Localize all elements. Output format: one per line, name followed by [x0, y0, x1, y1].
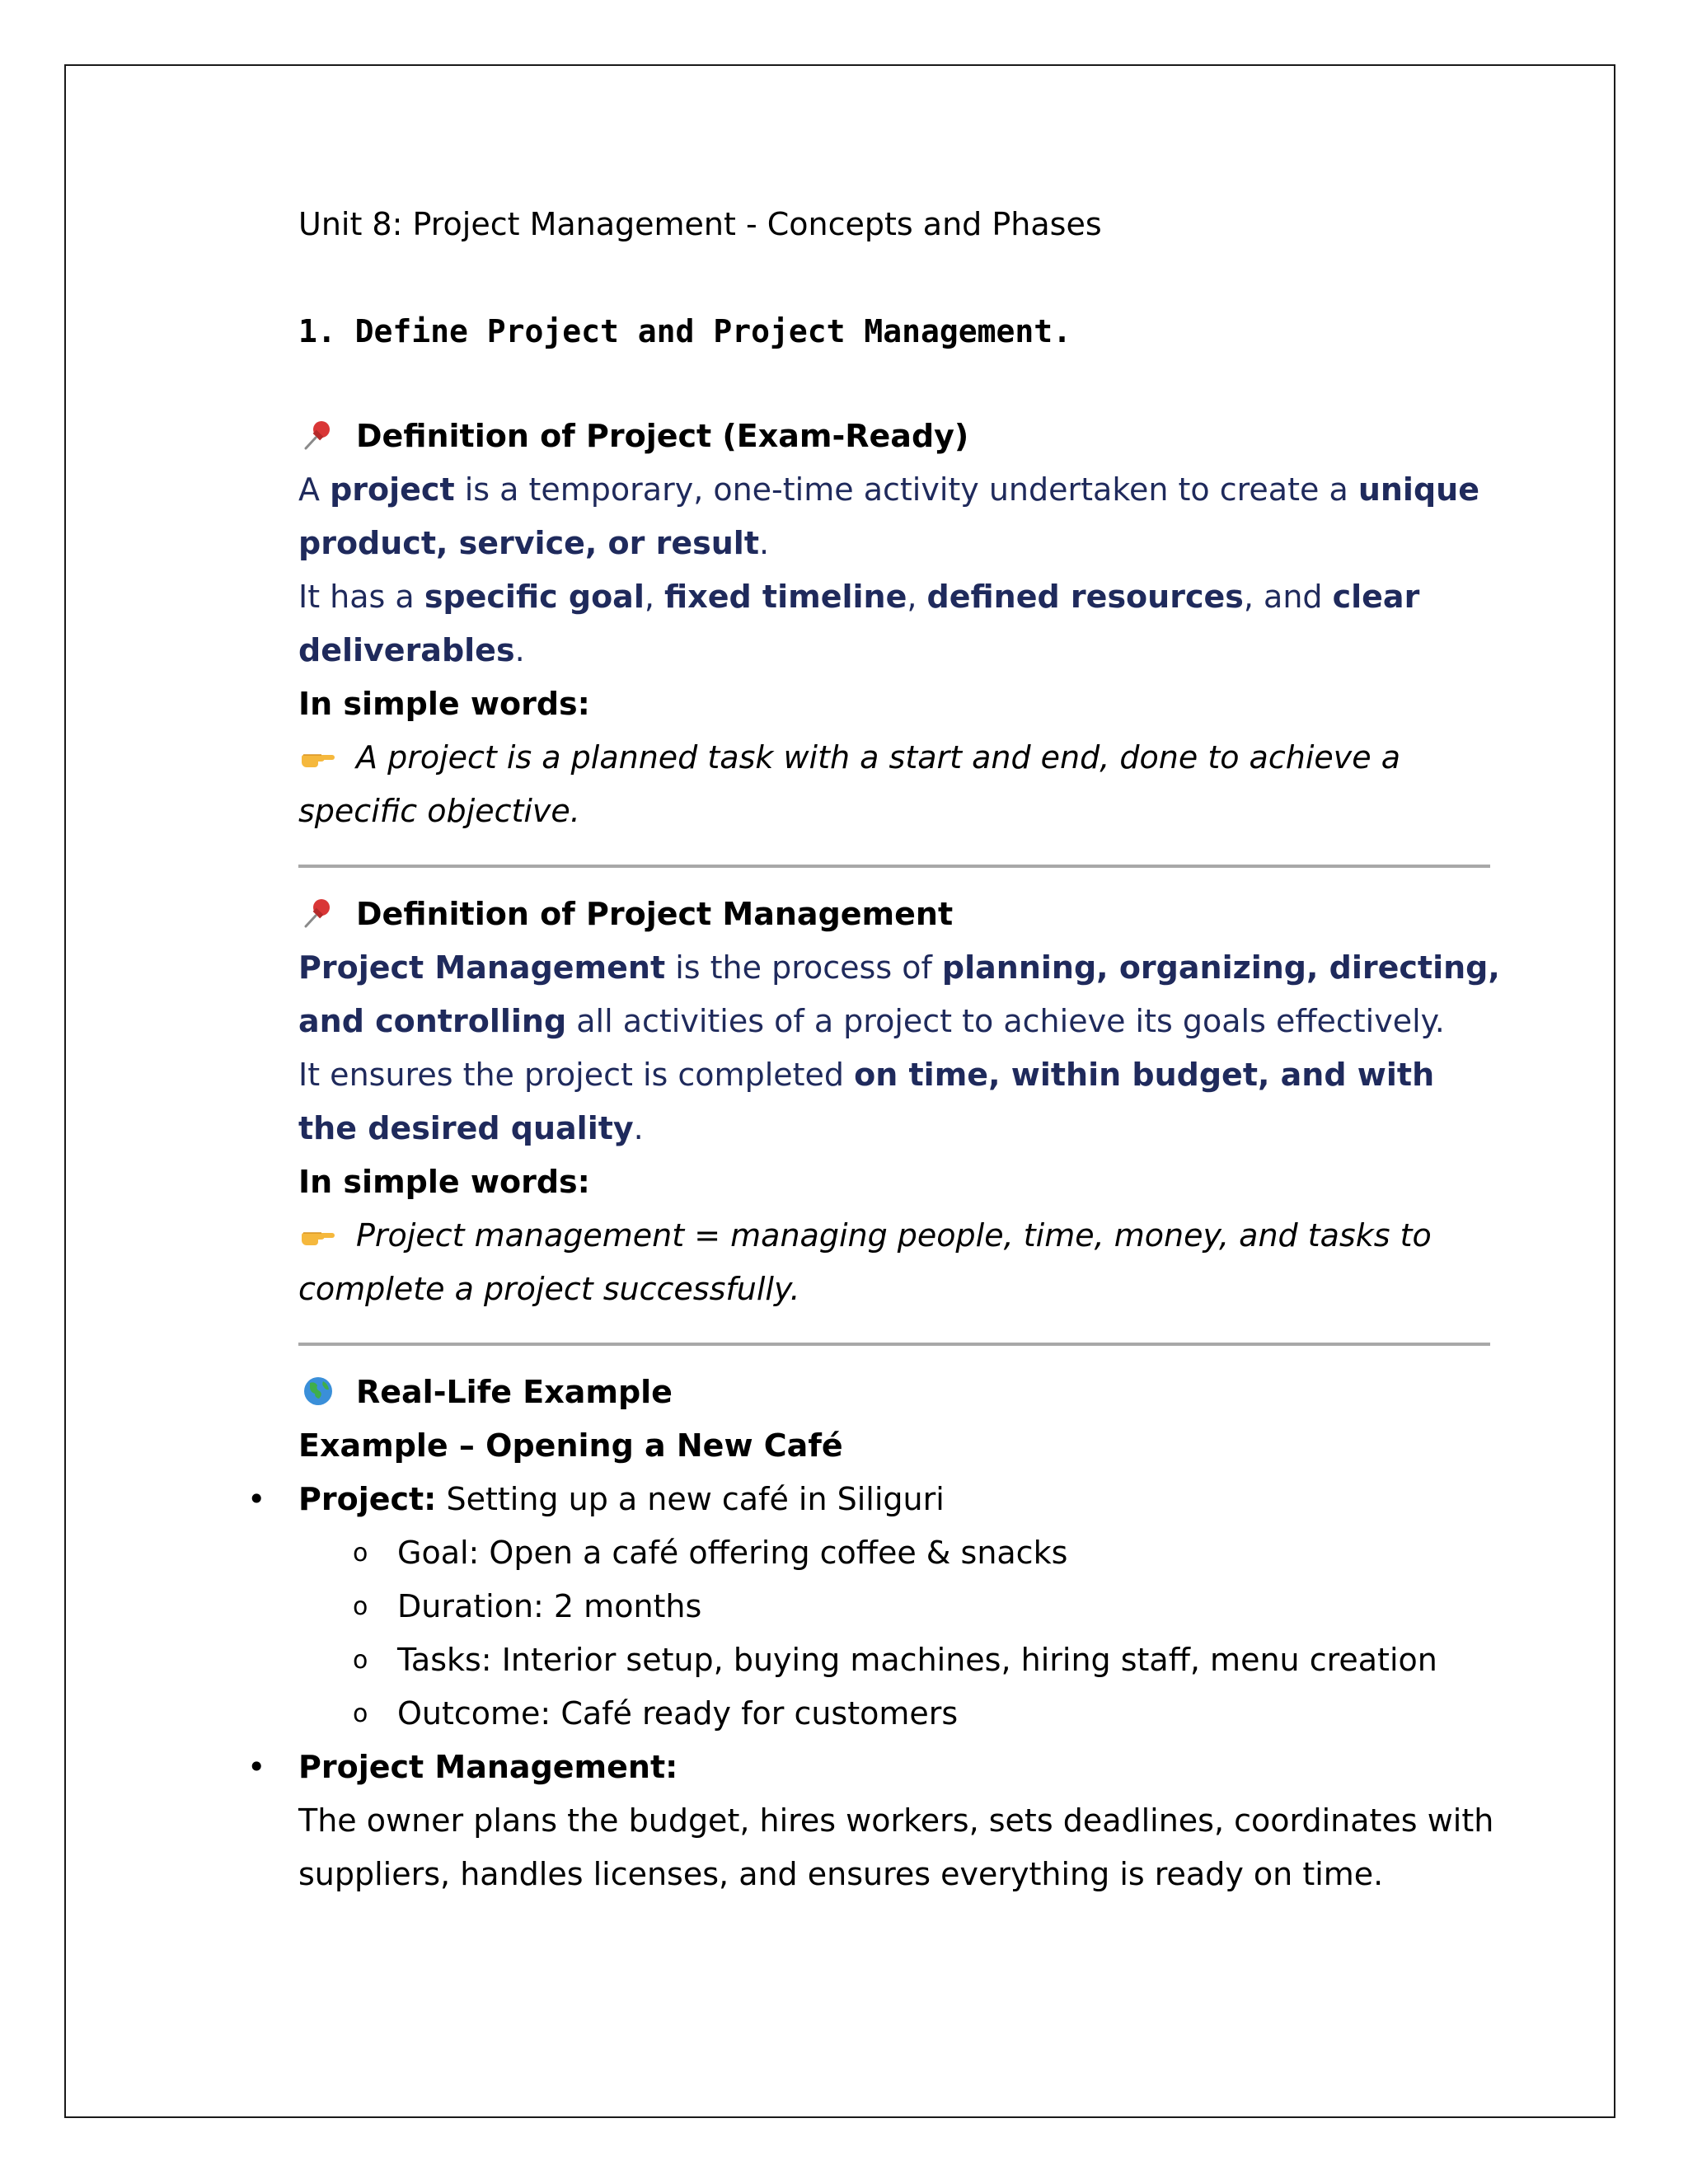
sub-item-text: Tasks: Interior setup, buying machines, hiring staff, menu creation — [397, 1642, 1437, 1678]
text-run: It has a — [298, 579, 424, 615]
text-run-bold: Project Management — [298, 949, 666, 986]
section-heading-project-text: Definition of Project (Exam-Ready) — [356, 418, 969, 454]
bullet-dot: • — [247, 1481, 266, 1517]
document-content — [247, 198, 1502, 1901]
list-item — [247, 1473, 1502, 1741]
pushpin-icon — [298, 410, 338, 463]
pushpin-icon — [298, 888, 338, 941]
sub-item-text: Outcome: Café ready for customers — [397, 1695, 959, 1732]
pm-definition-line1 — [298, 941, 1502, 1048]
pm-text: The owner plans the budget, hires workers, sets deadlines, coordinates with suppliers, handles licenses, and ensures everything is ready on time. — [298, 1802, 1494, 1892]
bullet-dot: • — [247, 1749, 266, 1785]
section-heading-project-management — [298, 888, 1502, 941]
list-item — [353, 1687, 1502, 1741]
simple-words-label: In simple words: — [298, 1164, 590, 1200]
project-definition-line2 — [298, 570, 1502, 677]
text-run: , and — [1243, 579, 1333, 615]
pointing-hand-icon — [298, 1209, 338, 1263]
spacer — [298, 359, 1502, 410]
pointing-hand-icon — [298, 731, 338, 785]
text-run-bold: fixed timeline — [664, 579, 907, 615]
sub-item-text: Duration: 2 months — [397, 1588, 702, 1624]
list-item — [353, 1580, 1502, 1633]
list-item — [353, 1526, 1502, 1580]
question-heading: 1. Define Project and Project Management. — [298, 313, 1071, 349]
bullet-circle: o — [353, 1539, 368, 1568]
simple-words-text: Project management = managing people, time, money, and tasks to complete a project successfully. — [298, 1217, 1432, 1307]
text-run-bold: unique product, service, or result — [298, 471, 1479, 561]
text-run-bold: defined resources — [926, 579, 1244, 615]
list-item — [353, 1633, 1502, 1687]
list-item — [247, 1741, 1502, 1901]
simple-words-text-project — [298, 731, 1502, 838]
text-run: It ensures the project is completed — [298, 1057, 855, 1093]
section-heading-example — [298, 1366, 1502, 1419]
text-run: , — [644, 579, 665, 615]
pm-definition-line2 — [298, 1048, 1502, 1155]
project-sublist — [298, 1526, 1502, 1741]
pm-label: Project Management: — [298, 1749, 678, 1785]
text-run: . — [759, 525, 770, 561]
simple-words-text-pm — [298, 1209, 1502, 1316]
text-run: . — [514, 632, 525, 668]
simple-words-label: In simple words: — [298, 686, 590, 722]
project-text: Setting up a new café in Siliguri — [436, 1481, 945, 1517]
section-heading-pm-text: Definition of Project Management — [356, 896, 954, 932]
section-heading-project — [298, 410, 1502, 463]
text-run: A — [298, 471, 331, 508]
text-run-bold: on time, within budget, and with the desired quality — [298, 1057, 1435, 1146]
unit-title: Unit 8: Project Management - Concepts and Phases — [298, 206, 1102, 242]
example-list — [247, 1473, 1502, 1901]
text-run: . — [633, 1110, 644, 1146]
bullet-circle: o — [353, 1699, 368, 1728]
text-run: , — [907, 579, 927, 615]
text-run-bold: specific goal — [424, 579, 645, 615]
divider — [298, 865, 1490, 868]
text-run: is the process of — [665, 949, 942, 986]
divider — [298, 1343, 1490, 1346]
globe-icon — [298, 1366, 338, 1419]
text-run-bold: clear deliverables — [298, 579, 1420, 668]
bullet-circle: o — [353, 1646, 368, 1675]
section-heading-example-text: Real-Life Example — [356, 1374, 673, 1410]
project-label: Project: — [298, 1481, 437, 1517]
simple-words-text: A project is a planned task with a start and end, done to achieve a specific objective. — [298, 739, 1400, 829]
project-definition-line1 — [298, 463, 1502, 570]
text-run-bold: planning, organizing, directing, and controlling — [298, 949, 1500, 1039]
bullet-circle: o — [353, 1592, 368, 1621]
text-run-bold: project — [330, 471, 455, 508]
example-subheading: Example – Opening a New Café — [298, 1427, 843, 1464]
text-run: is a temporary, one-time activity undertaken to create a — [454, 471, 1358, 508]
text-run: all activities of a project to achieve its goals effectively. — [566, 1003, 1445, 1039]
sub-item-text: Goal: Open a café offering coffee & snacks — [397, 1535, 1068, 1571]
